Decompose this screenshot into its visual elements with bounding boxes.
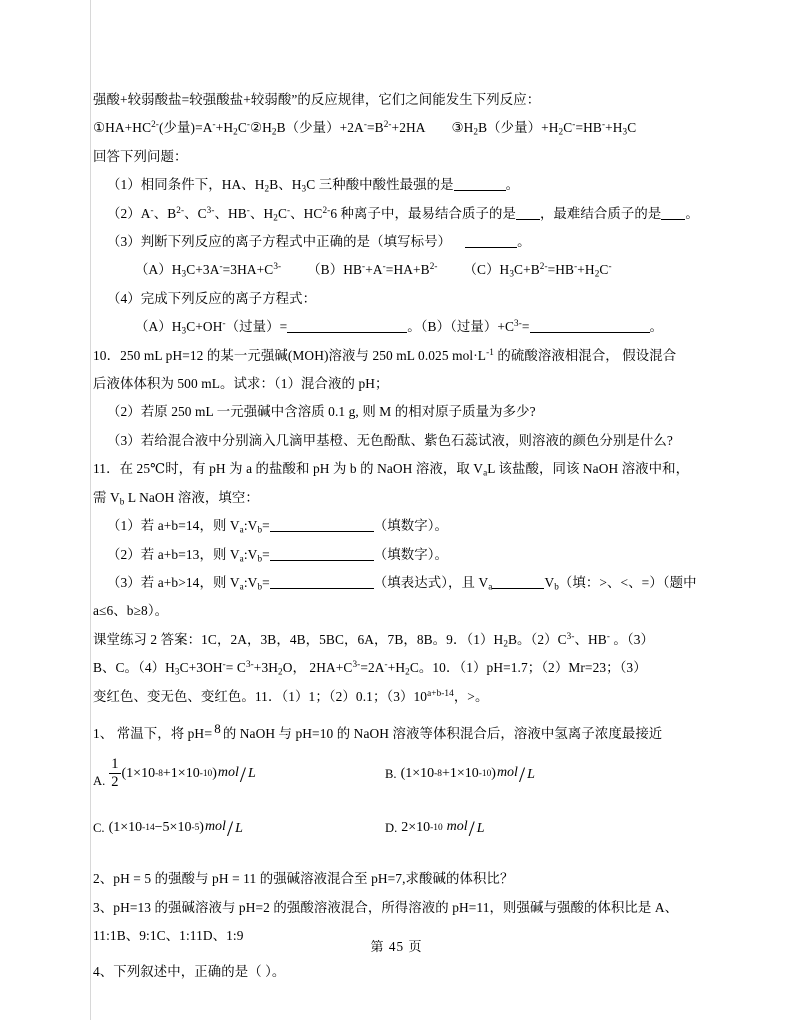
mC-unit-slash: / [226, 816, 234, 842]
item-11-question-3-cont [93, 597, 708, 625]
item11q1-sub-1: a [239, 524, 244, 535]
mA-close: ) [212, 765, 217, 781]
rxn-sup-1: 2- [151, 119, 159, 130]
answers-seg-6: C+3OH [179, 660, 223, 676]
mA-times2: × [177, 765, 186, 781]
mA-exp1: -8 [155, 768, 163, 779]
mC-unit-den: L [235, 820, 243, 836]
rxn-seg-9: ③H [451, 120, 474, 136]
q3-choice-a-seg2: C+3A [186, 262, 220, 278]
item11q2-answer-blank[interactable] [270, 560, 374, 561]
q1-seg-3: C 三种酸中酸性最强的是 [306, 177, 454, 193]
item-10-line-2 [93, 370, 708, 398]
item11q3-sub-3: a [488, 581, 493, 592]
mB-unit-den: L [527, 766, 535, 782]
math-choice-A-letter: A. [93, 773, 106, 788]
q2-sup-3: 3- [206, 204, 215, 215]
answers-seg-9: O， 2HA+C [282, 660, 353, 676]
rxn-sup-2: - [212, 119, 216, 130]
rxn-seg-7: =B [367, 120, 384, 136]
mA-times1: × [133, 765, 142, 781]
item11q1-seg-1: （1）若 a+b=14，则 V [107, 518, 240, 534]
rxn-sub-1: 2 [233, 126, 238, 137]
item11q2-seg-4: （填数字）。 [373, 546, 449, 562]
q1-sub-1: 2 [264, 183, 270, 194]
q4a-sub-1: 3 [181, 325, 187, 336]
rxn-sup-7: - [601, 119, 606, 130]
half-denominator: 2 [111, 774, 119, 791]
answers-sup-5: 3- [352, 659, 361, 670]
rxn-sub-2: 2 [271, 126, 277, 137]
answers-seg-3: 、HB [574, 631, 607, 647]
mB-close: ) [491, 766, 496, 782]
q2-seg-2: 、B [153, 205, 177, 221]
mC-close: ) [199, 820, 204, 836]
q2-seg-4: 、HB [214, 205, 247, 221]
answers-seg-13: 变红色、变无色、变红色。11．（1）1；（2）0.1；（3）10 [93, 688, 428, 704]
rxn-seg-1: ①HA+HC [93, 120, 152, 136]
mB-times1: × [412, 766, 421, 782]
mC-base2: 10 [177, 820, 192, 836]
q3b-sup-1: - [362, 261, 366, 272]
finalq3-seg-1: 3、pH=13 的强碱溶液与 pH=2 的强酸溶液混合，所得溶液的 pH=11，则强碱与强酸的体积比是 A、 [93, 899, 679, 915]
math-choice-B-letter: B. [385, 766, 397, 781]
math-choice-D-expression [401, 816, 485, 842]
mA-open: (1 [121, 765, 134, 781]
q3b-sup-3: 2- [429, 261, 438, 272]
q3-text: （3）判断下列反应的离子方程式中正确的是（填写标号） [107, 234, 452, 250]
mA-unit-fraction [217, 761, 256, 787]
mC-open: (1 [108, 820, 121, 836]
math-choice-C-letter: C. [93, 820, 105, 835]
finalq1-value: 8 [214, 720, 221, 736]
mD-unit-slash: / [468, 816, 475, 842]
mB-unit-slash: / [518, 762, 526, 788]
finalq2-text: 2、pH = 5 的强酸与 pH = 11 的强碱溶液混合至 pH=7,求酸碱的体积比？ [93, 871, 514, 887]
q3-choice-c-seg3: =HB [547, 262, 575, 278]
q3c-sub-1: 3 [509, 268, 515, 279]
mC-base1: 10 [128, 820, 143, 836]
answers-seg-10: =2A [360, 660, 385, 676]
answers-seg-4: 。（3） [609, 631, 654, 647]
q1-seg-2: B、H [269, 177, 302, 193]
intro-rule-line [93, 86, 708, 114]
intro-rule-text: 强酸+较弱酸盐=较强酸盐+较弱酸”的反应规律，它们之间能发生下列反应： [93, 92, 541, 107]
q3c-sub-2: 2 [594, 268, 600, 279]
item11-seg-1: 11．在 25℃时，有 pH 为 a 的盐酸和 pH 为 b 的 NaOH 溶液，取 V [93, 461, 484, 477]
item-11-question-3 [93, 569, 708, 597]
question-2-line [93, 200, 708, 228]
item11q2-seg-3: = [262, 546, 270, 562]
q4a-seg-4: 。（B）（过量）+C [407, 319, 515, 335]
mB-times2: × [456, 766, 465, 782]
item11q3-seg-5: V [544, 574, 555, 590]
q1-sub-2: 3 [301, 183, 307, 194]
q3b-sup-2: - [382, 261, 386, 272]
mC-exp1: -14 [142, 823, 155, 834]
math-choice-B[interactable] [385, 762, 535, 788]
answers-seg-5: B、C。（4）H [93, 660, 175, 676]
mD-unit-num: mol [446, 819, 468, 835]
q2-answer-blank-1[interactable] [516, 219, 540, 220]
q3-choice-c-seg4: +H [577, 262, 595, 278]
math-choice-D[interactable] [385, 816, 485, 842]
item11q3-seg-1: （3）若 a+b>14，则 V [107, 574, 240, 590]
finalq3-seg-2: 11:1B、9:1C、1:11D、1:9 [93, 928, 244, 944]
item10-seg-4: （2）若原 250 mL 一元强碱中含溶质 0.1 g, 则 M 的相对原子质量为多少? [107, 404, 536, 420]
rxn-sup-3: - [246, 119, 251, 130]
item11q1-sub-2: b [257, 524, 263, 535]
item11q2-sub-1: a [239, 553, 244, 563]
mC-unit-fraction [204, 816, 243, 842]
item-10-line-1 [93, 342, 708, 370]
q2-seg-6: C [277, 205, 287, 221]
q4a-seg-3: （过量）= [225, 319, 288, 335]
rxn-sub-3: 2 [473, 126, 479, 137]
mA-unit-den: L [248, 766, 256, 782]
rxn-seg-6: B（少量）+2A [276, 120, 364, 136]
q3-choice-a-seg3: =3HA+C [222, 262, 274, 278]
page-number-label: 第 45 页 [370, 939, 423, 954]
mA-unit-slash: / [239, 761, 246, 787]
item11q3-seg-6: （填：>、<、=）（题中 [558, 574, 697, 590]
answers-sup-3: - [222, 659, 226, 670]
left-margin-rule [90, 0, 91, 1020]
item11q3-seg-3: = [262, 574, 270, 590]
item11q2-seg-1: （2）若 a+b=13，则 V [107, 546, 240, 562]
q2-sub-1: 2 [273, 212, 278, 223]
item11q2-seg-2: :V [243, 546, 258, 562]
math-choice-A-expression [109, 757, 256, 790]
q4a-seg-2: C+OH [186, 319, 223, 335]
mB-exp1: -8 [434, 769, 442, 780]
q2-sup-5: - [286, 204, 291, 215]
item10-seg-3: 后液体体积为 500 mL。试求：（1）混合液的 pH； [93, 376, 389, 392]
answers-line-3 [93, 683, 708, 711]
rxn-seg-13: +H [605, 120, 623, 136]
math-choice-C-expression [108, 816, 243, 842]
item11q2-sub-2: b [257, 553, 263, 563]
question-4-equations-line [93, 313, 708, 341]
q4b-sup-1: 3- [514, 318, 522, 329]
question-3-line [93, 228, 708, 256]
q3-choice-c-seg2: C+B [514, 262, 540, 278]
reaction-equations-line [93, 114, 708, 142]
q3-choice-b-seg1: （B）HB [307, 262, 363, 278]
rxn-sup-5: 2- [383, 119, 392, 130]
document-content [93, 86, 708, 986]
q2-sup-4: - [246, 204, 250, 215]
final-question-2-line [93, 865, 708, 893]
mC-plus: −5 [154, 820, 170, 836]
item-10-line-4 [93, 427, 708, 455]
item-11-line-2 [93, 484, 708, 512]
item-11-question-1 [93, 512, 708, 540]
answer-prompt-text: 回答下列问题： [93, 148, 188, 164]
q3a-sub-1: 3 [181, 268, 187, 279]
answers-sup-4: 3- [245, 659, 254, 670]
q4a-seg-1: （A）H [135, 319, 182, 335]
item11-sub-1: a [483, 467, 488, 478]
mD-base1: 2×10 [401, 820, 431, 836]
mC-times1: × [120, 820, 129, 836]
question-1-line [93, 171, 708, 199]
rxn-seg-5: ②H [250, 120, 272, 136]
math-choices-row-2 [93, 813, 708, 859]
item11q3-sub-2: b [257, 581, 263, 592]
mD-exp1: -10 [430, 823, 443, 834]
rxn-seg-11: C [563, 120, 573, 136]
q3c-sup-1: 2- [539, 261, 548, 272]
one-half-fraction [109, 757, 120, 790]
answers-sup-7: a+b-14 [427, 687, 454, 698]
answers-sup-2: - [606, 630, 610, 641]
mA-base1: 10 [141, 765, 156, 781]
item11q3-seg-2: :V [243, 574, 258, 590]
q2-seg-8: 6 种离子中，最易结合质子的是 [330, 205, 516, 221]
q2-sup-2: 2- [176, 204, 185, 215]
item11q3-answer-blank-1[interactable] [270, 588, 374, 589]
mB-base1: 10 [420, 766, 435, 782]
item11q3-answer-blank-2[interactable] [492, 588, 544, 589]
q1-answer-blank[interactable] [454, 190, 506, 191]
rxn-seg-8: +2HA [391, 120, 426, 136]
item11-sub-2: b [119, 496, 125, 507]
item11q1-answer-blank[interactable] [270, 531, 374, 532]
rxn-seg-3: +H [215, 120, 234, 136]
question-4-line [93, 285, 708, 313]
answers-line-2 [93, 654, 708, 682]
finalq4-text: 4、下列叙述中，正确的是（ ）。 [93, 963, 286, 979]
q2-answer-blank-2[interactable] [661, 219, 685, 220]
answers-seg-12: C。10．（1）pH=1.7；（2）Mr=23；（3） [409, 660, 647, 676]
item11q1-seg-3: = [262, 518, 270, 534]
q2-seg-3: 、C [184, 205, 207, 221]
mC-times2: × [169, 820, 178, 836]
rxn-sup-6: - [572, 119, 576, 130]
item-11-line-1 [93, 455, 708, 483]
q3-choice-b-seg2: +A [365, 262, 383, 278]
mA-plus: +1 [162, 765, 178, 781]
math-choice-C[interactable] [93, 816, 243, 842]
answers-seg-11: +H [387, 660, 406, 676]
item11-seg-3: 需 V [93, 489, 120, 505]
finalq1-seg-1: 1、 常温下，将 pH [93, 725, 205, 741]
mA-exp2: -10 [199, 768, 213, 779]
q2-seg-7: 、HC [290, 205, 323, 221]
answers-sup-6: - [384, 659, 388, 670]
item11q3-sub-4: b [554, 581, 559, 592]
mB-base2: 10 [464, 766, 479, 782]
q2-seg-1: （2）A [107, 205, 151, 221]
mB-unit-fraction [496, 762, 535, 788]
rxn-sup-4: - [363, 119, 367, 130]
q3a-sup-1: - [219, 261, 223, 272]
final-question-3-line-1 [93, 894, 708, 922]
answers-seg-14: ，>。 [453, 688, 489, 704]
q2-seg-5: 、H [249, 205, 274, 221]
q3-choice-a-seg1: （A）H [135, 262, 182, 278]
rxn-seg-2: (少量)=A [158, 120, 213, 136]
q2-sup-6: 2- [322, 204, 331, 215]
rxn-sub-4: 2 [558, 126, 564, 137]
mB-exp2: -10 [478, 769, 492, 780]
q1-seg-1: （1）相同条件下，HA、H [107, 177, 265, 193]
answers-seg-7: = C [225, 660, 246, 676]
math-choice-A[interactable] [93, 757, 256, 790]
q3a-sup-2: 3- [273, 261, 282, 272]
answers-sub-3: 2 [278, 666, 283, 677]
answers-sub-4: 2 [405, 666, 410, 677]
rxn-seg-4: C [237, 120, 247, 136]
half-numerator: 1 [111, 756, 119, 773]
item-11-question-2 [93, 541, 708, 569]
q3-choice-b-seg3: =HA+B [385, 262, 430, 278]
q2-sup-1: - [150, 204, 154, 215]
item11-seg-4: L NaOH 溶液，填空： [124, 489, 259, 505]
q3c-sup-2: - [574, 261, 578, 272]
rxn-seg-12: =HB [575, 120, 602, 136]
q4-text: （4）完成下列反应的离子方程式： [107, 290, 317, 306]
q4b-seg-1: = [521, 319, 530, 335]
mD-unit-den: L [476, 820, 485, 836]
mB-unit-num: mol [496, 765, 518, 781]
item11q1-seg-4: （填数字）。 [373, 518, 449, 534]
q3-answer-blank[interactable] [465, 247, 517, 248]
rxn-seg-14: C [627, 120, 637, 136]
answers-seg-8: +3H [253, 660, 279, 676]
item11q3-seg-4: （填表达式），且 V [373, 574, 489, 590]
mB-plus: +1 [441, 766, 457, 782]
math-choice-D-letter: D. [385, 820, 398, 835]
finalq1-equals: = [204, 726, 213, 742]
item10-seg-1: 10．250 mL pH=12 的某一元强碱(MOH)溶液与 250 mL 0.025 mol·L [93, 347, 487, 363]
item10-seg-2: 的硫酸溶液相混合， 假设混合 [493, 347, 677, 363]
answer-prompt-line [93, 143, 708, 171]
answers-line-1 [93, 626, 708, 654]
item10-seg-5: （3）若给混合液中分别滴入几滴甲基橙、无色酚酞、紫色石蕊试液，则溶液的颜色分别是什么? [107, 432, 673, 448]
q4a-sup-1: - [222, 318, 226, 329]
item11q3-seg-7: a≤6、b≥8）。 [93, 603, 169, 619]
answers-sup-1: 3- [566, 630, 575, 641]
mB-open: (1 [400, 766, 413, 782]
mC-unit-num: mol [204, 819, 226, 835]
finalq1-seg-2: 的 NaOH 与 pH=10 的 NaOH 溶液等体积混合后，溶液中氢离子浓度最接近 [222, 725, 663, 741]
rxn-sub-5: 3 [622, 126, 628, 137]
final-question-4-line [93, 958, 708, 986]
mD-unit-fraction [446, 816, 485, 842]
item11-seg-2: L 该盐酸，同该 NaOH 溶液中和， [487, 461, 690, 477]
q3-period: 。 [517, 234, 531, 250]
math-choices-row-1 [93, 757, 708, 803]
q2-seg-9: ，最难结合质子的是 [539, 205, 662, 221]
item10-sup-1: -1 [486, 346, 494, 357]
page-footer [0, 936, 793, 955]
item11q1-seg-2: :V [243, 518, 258, 534]
answers-seg-2: B。（2）C [508, 631, 567, 647]
item11q3-sub-1: a [239, 581, 244, 592]
rxn-seg-10: B（少量）+H [478, 120, 559, 136]
question-3-choices-line [93, 256, 708, 284]
q4b-answer-blank[interactable] [530, 332, 650, 333]
item-10-line-3 [93, 398, 708, 426]
mA-unit-num: mol [217, 764, 239, 780]
q4b-period: 。 [649, 319, 664, 335]
q1-seg-4: 。 [505, 177, 520, 193]
q2-seg-10: 。 [685, 205, 699, 221]
q3-choice-c-seg5: C [599, 262, 609, 278]
mC-exp2: -5 [191, 823, 200, 834]
q3-choice-c-seg1: （C）H [463, 262, 510, 278]
answers-seg-1: 课堂练习 2 答案：1C，2A，3B，4B，5BC，6A，7B，8B。9．（1）H [93, 631, 504, 647]
answers-sub-2: 3 [174, 666, 180, 677]
q3c-sup-3: - [608, 261, 612, 272]
mA-base2: 10 [185, 765, 200, 781]
q4a-answer-blank[interactable] [287, 332, 407, 333]
math-choice-B-expression [400, 762, 535, 788]
answers-sub-1: 2 [503, 638, 509, 649]
final-question-1-line [93, 720, 708, 749]
